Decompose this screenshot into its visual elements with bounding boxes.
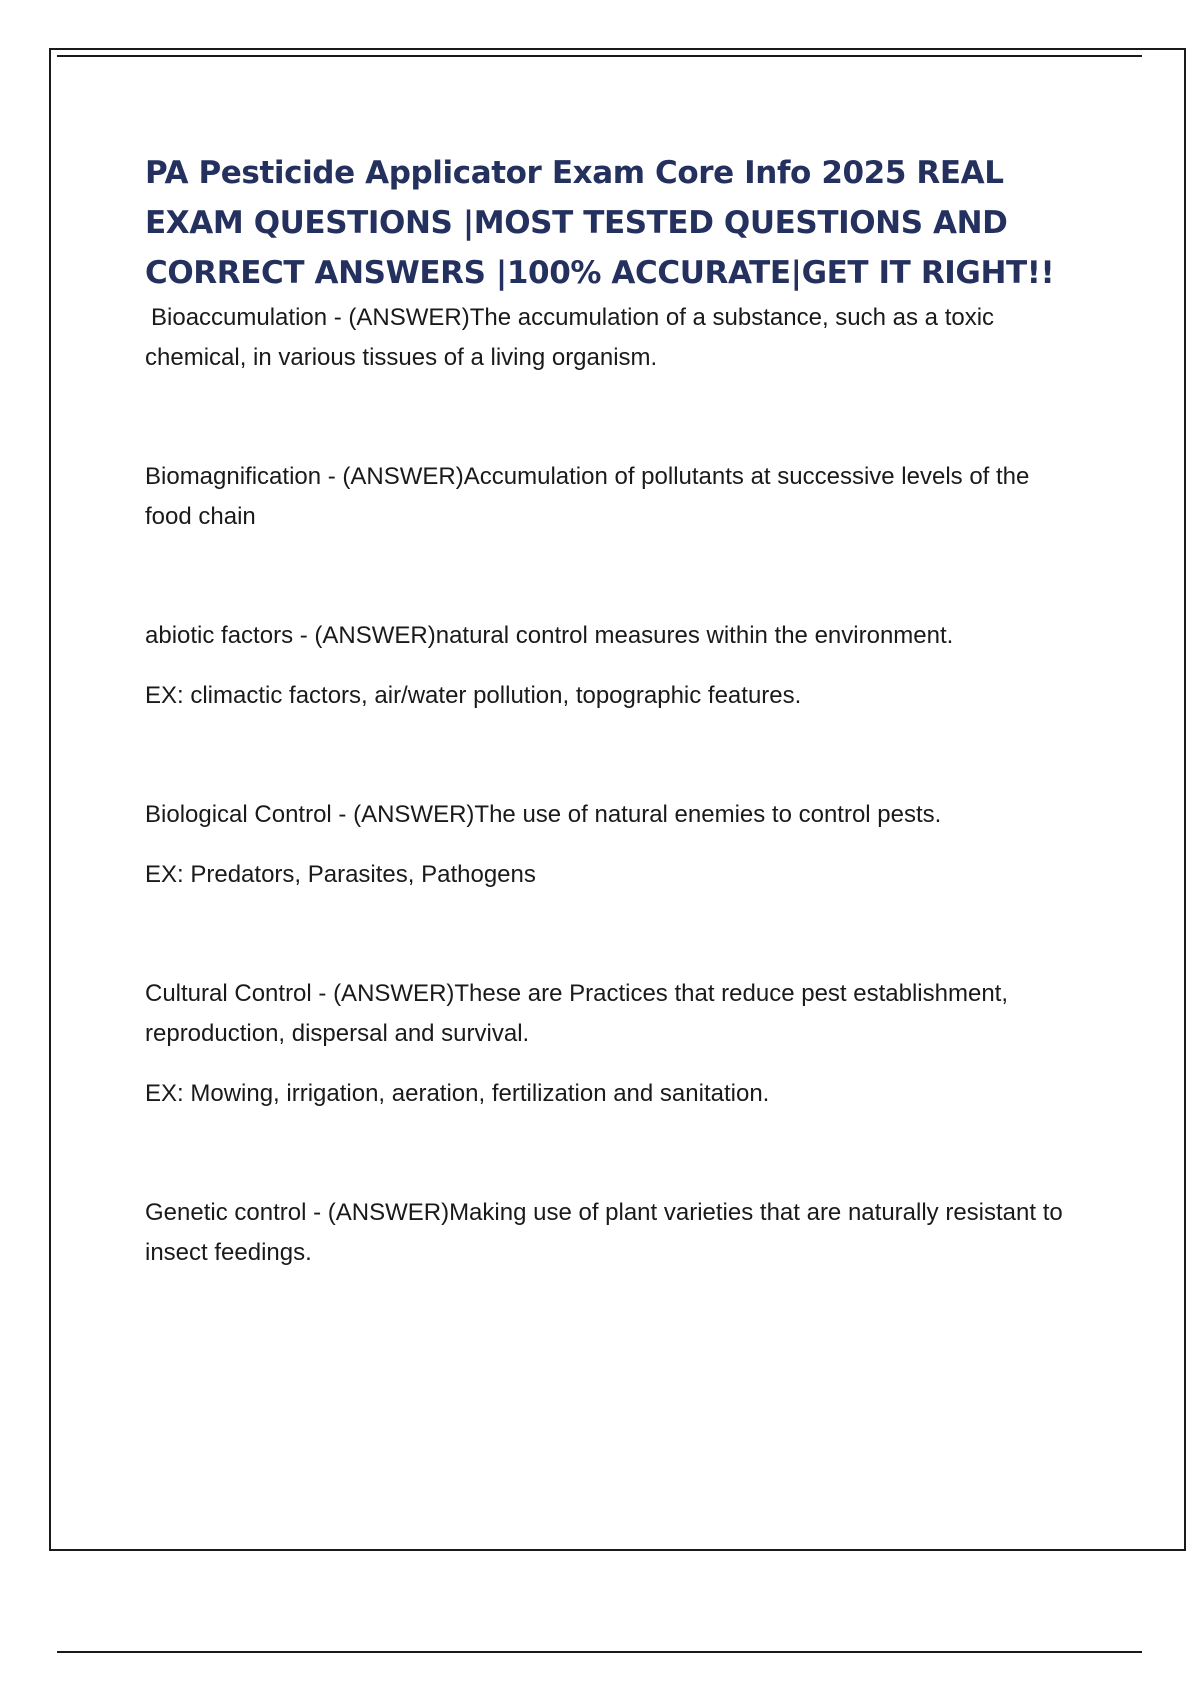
entry-example: EX: Mowing, irrigation, aeration, fertilization and sanitation. [145, 1080, 770, 1107]
entry-text: abiotic factors - (ANSWER)natural control measures within the environment. [145, 622, 954, 649]
entry-biomagnification [145, 457, 1075, 537]
entry-biological-control [145, 795, 1075, 895]
entry-bioaccumulation [145, 298, 1075, 378]
document-body [145, 148, 1075, 1273]
entry-text: Biological Control - (ANSWER)The use of natural enemies to control pests. [145, 801, 942, 828]
entry-cultural-control [145, 974, 1075, 1114]
entry-text: Genetic control - (ANSWER)Making use of plant varieties that are naturally resistant to insect feedings. [145, 1199, 1063, 1266]
entry-text: Cultural Control - (ANSWER)These are Practices that reduce pest establishment, reproduction, dispersal and survival. [145, 980, 1009, 1047]
entry-example: EX: Predators, Parasites, Pathogens [145, 861, 536, 888]
top-rule [57, 55, 1142, 57]
entry-example: EX: climactic factors, air/water pollution, topographic features. [145, 682, 802, 709]
document-title: PA Pesticide Applicator Exam Core Info 2025 REAL EXAM QUESTIONS |MOST TESTED QUESTIONS AND CORRECT ANSWERS |100% ACCURATE|GET IT RIGHT!! [145, 155, 1055, 291]
bottom-rule [57, 1651, 1142, 1653]
entry-genetic-control [145, 1193, 1075, 1273]
entry-abiotic-factors [145, 616, 1075, 716]
entry-text: Bioaccumulation - (ANSWER)The accumulation of a substance, such as a toxic [151, 304, 995, 331]
entry-text-continued: chemical, in various tissues of a living organism. [145, 344, 658, 371]
entry-text: Biomagnification - (ANSWER)Accumulation of pollutants at successive levels of the food chain [145, 463, 1030, 530]
